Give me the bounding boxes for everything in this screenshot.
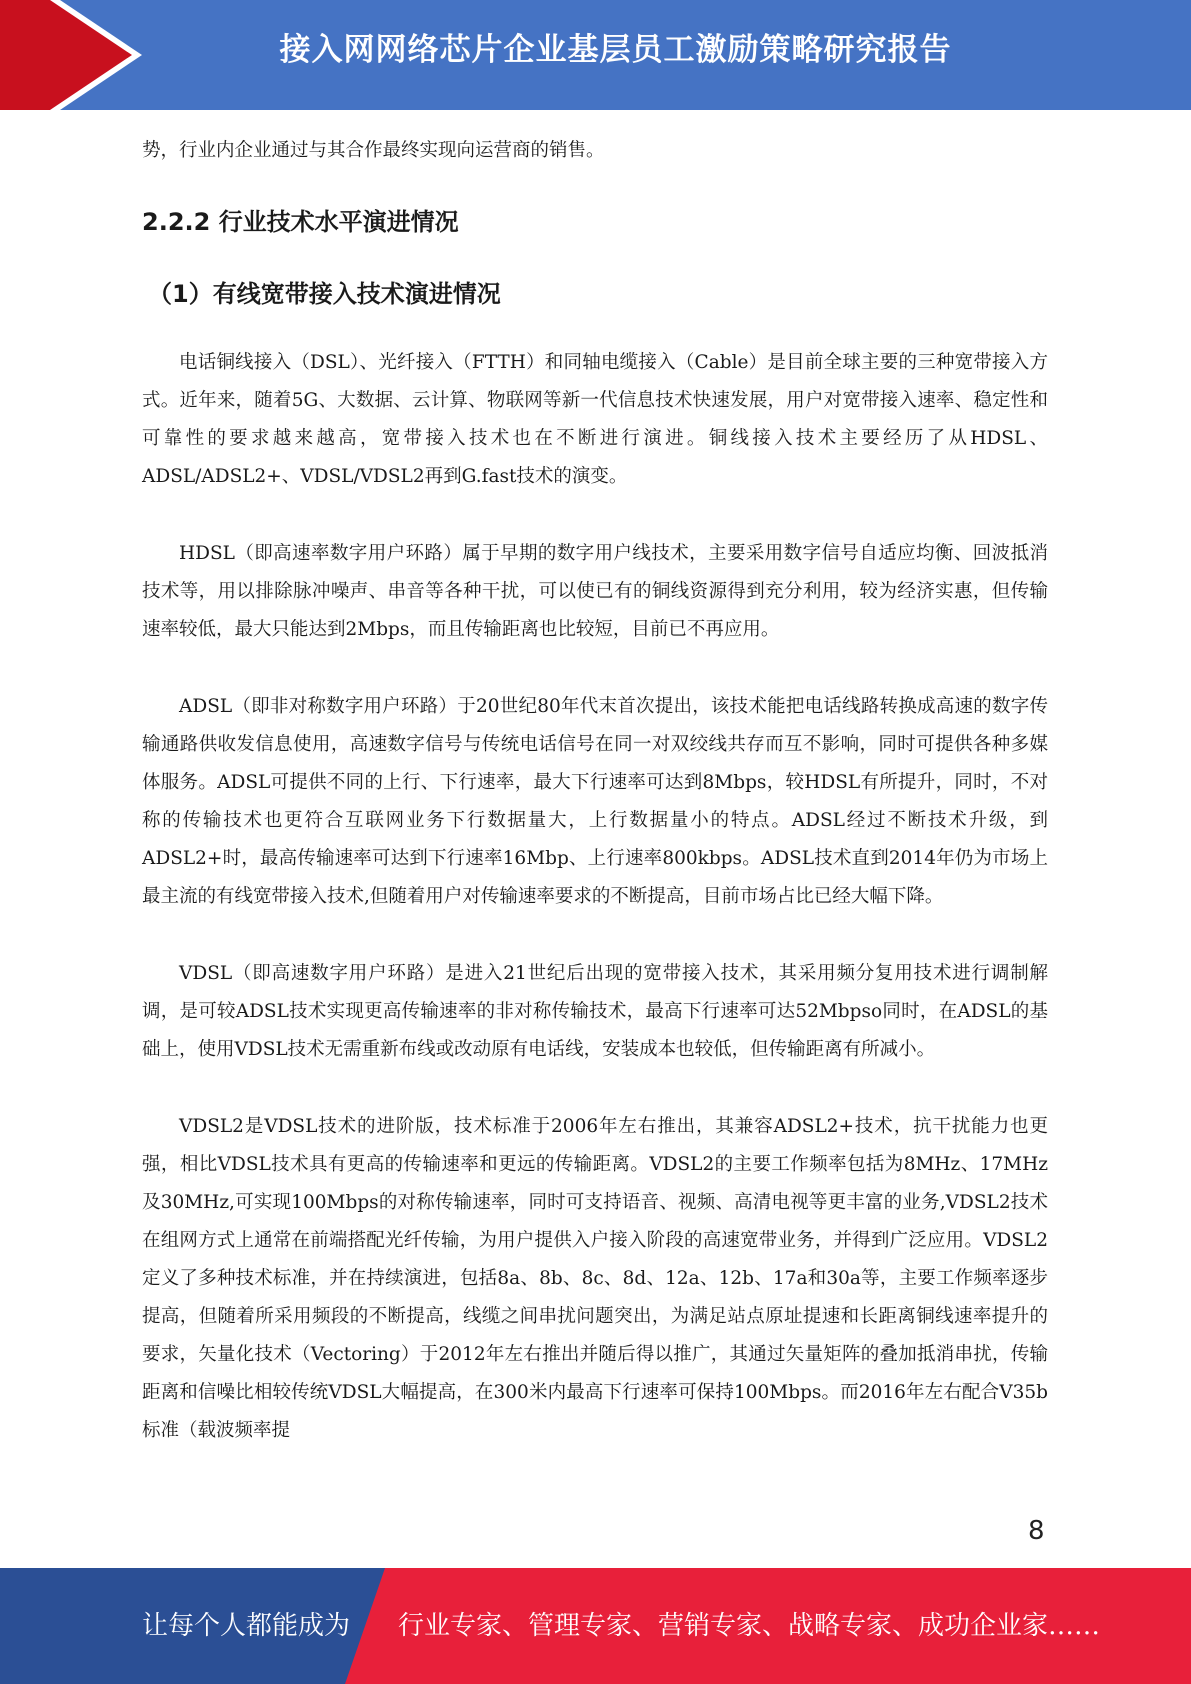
paragraph: 电话铜线接入（DSL）、光纤接入（FTTH）和同轴电缆接入（Cable）是目前全球主要的三种宽带接入方式。近年来，随着5G、大数据、云计算、物联网等新一代信息技术快速发展，用户对宽带接入速率、稳定性和可靠性的要求越来越高，宽带接入技术也在不断进行演进。铜线接入技术主要经历了从HDSL、ADSL/ADSL2+、VDSL/VDSL2再到G.fast技术的演变。 bbox=[142, 352, 1048, 487]
page-number: 8 bbox=[1028, 1516, 1045, 1546]
page-body bbox=[142, 132, 1048, 1441]
paragraph: ADSL（即非对称数字用户环路）于20世纪80年代末首次提出，该技术能把电话线路转换成高速的数字传输通路供收发信息使用，高速数字信号与传统电话信号在同一对双绞线共存而互不影响，同时可提供各种多媒体服务。ADSL可提供不同的上行、下行速率，最大下行速率可达到8Mbps，较HDSL有所提升，同时，不对称的传输技术也更符合互联网业务下行数据量大，上行数据量小的特点。ADSL经过不断技术升级，到ADSL2+时，最高传输速率可达到下行速率16Mbp、上行速率800kbps。ADSL技术直到2014年仍为市场上最主流的有线宽带接入技术,但随着用户对传输速率要求的不断提高，目前市场占比已经大幅下降。 bbox=[142, 696, 1048, 907]
footer-slogan-left: 让每个人都能成为 bbox=[142, 1611, 351, 1641]
paragraph: VDSL2是VDSL技术的进阶版，技术标准于2006年左右推出，其兼容ADSL2+技术，抗干扰能力也更强，相比VDSL技术具有更高的传输速率和更远的传输距离。VDSL2的主要工作频率包括为8MHz、17MHz及30MHz,可实现100Mbps的对称传输速率，同时可支持语音、视频、高清电视等更丰富的业务,VDSL2技术在组网方式上通常在前端搭配光纤传输，为用户提供入户接入阶段的高速宽带业务，并得到广泛应用。VDSL2定义了多种技术标准，并在持续演进，包括8a、8b、8c、8d、12a、12b、17a和30a等，主要工作频率逐步提高，但随着所采用频段的不断提高，线缆之间串扰问题突出，为满足站点原址提速和长距离铜线速率提升的要求，矢量化技术（Vectoring）于2012年左右推出并随后得以推广，其通过矢量矩阵的叠加抵消串扰，传输距离和信噪比相较传统VDSL大幅提高，在300米内最高下行速率可保持100Mbps。而2016年左右配合V35b标准（载波频率提 bbox=[142, 1116, 1048, 1441]
paragraph: HDSL（即高速率数字用户环路）属于早期的数字用户线技术，主要采用数字信号自适应均衡、回波抵消技术等，用以排除脉冲噪声、串音等各种干扰，可以使已有的铜线资源得到充分利用，较为经济实惠，但传输速率较低，最大只能达到2Mbps，而且传输距离也比较短，目前已不再应用。 bbox=[142, 543, 1048, 640]
intro-line: 势，行业内企业通过与其合作最终实现向运营商的销售。 bbox=[142, 140, 605, 161]
footer-slogan-right: 行业专家、管理专家、营销专家、战略专家、成功企业家…… bbox=[398, 1611, 1101, 1641]
body-paragraphs bbox=[142, 344, 1048, 1489]
subsection-heading: （1）有线宽带接入技术演进情况 bbox=[148, 280, 501, 308]
report-title: 接入网网络芯片企业基层员工激励策略研究报告 bbox=[279, 32, 952, 68]
page-footer bbox=[0, 1568, 1191, 1684]
paragraph: VDSL（即高速数字用户环路）是进入21世纪后出现的宽带接入技术，其采用频分复用技术进行调制解调，是可较ADSL技术实现更高传输速率的非对称传输技术，最高下行速率可达52Mbpso同时，在ADSL的基础上，使用VDSL技术无需重新布线或改动原有电话线，安装成本也较低，但传输距离有所减小。 bbox=[142, 963, 1048, 1060]
page-header bbox=[0, 0, 1191, 110]
section-heading: 2.2.2 行业技术水平演进情况 bbox=[142, 208, 459, 236]
